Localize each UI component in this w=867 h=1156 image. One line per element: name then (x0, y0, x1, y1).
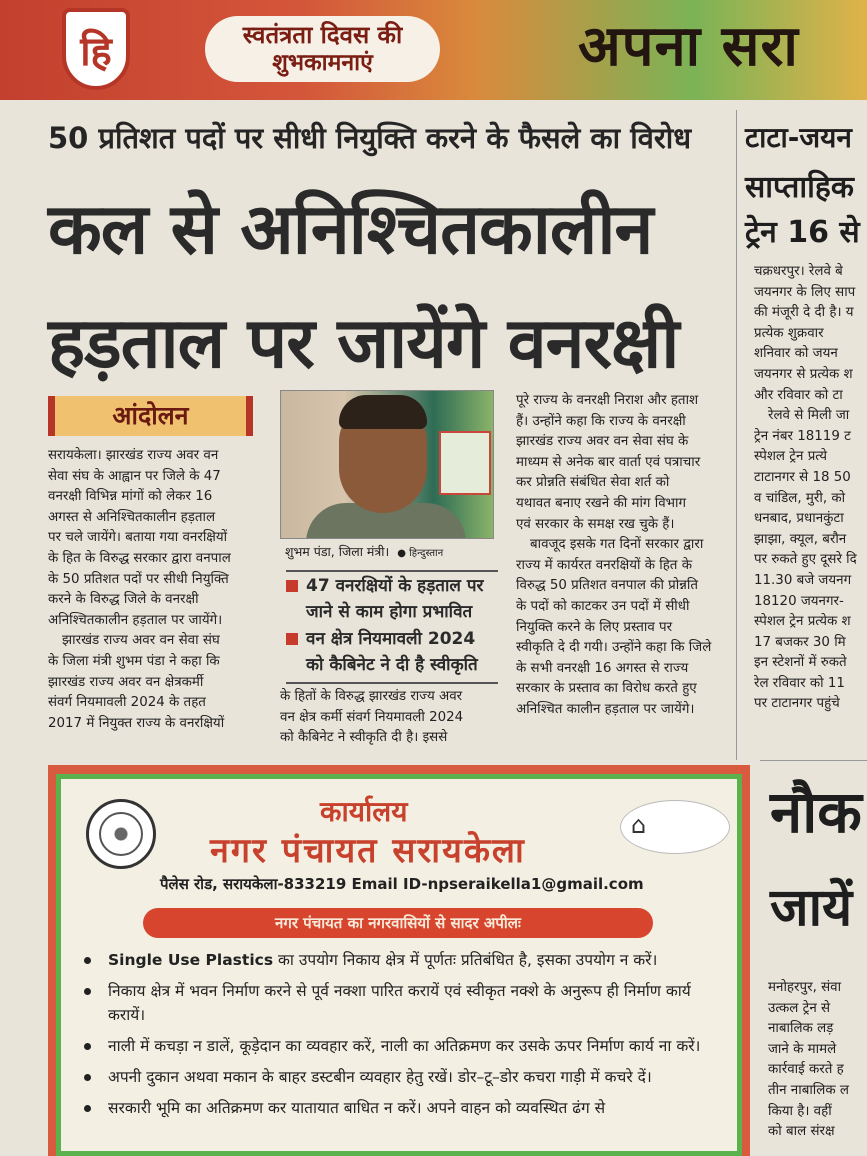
text-line: झारखंड राज्य अवर वन क्षेत्रकर्मी (48, 674, 204, 690)
right-story-kicker: टाटा-जयन (745, 121, 852, 154)
text-line: पूरे राज्य के वनरक्षी निराश और हताश (516, 393, 699, 408)
text-line: की मंजूरी दे दी है। य (754, 305, 854, 321)
second-story-headline-line2: जायें (770, 878, 853, 938)
text-line: जयनगर से प्रत्येक श (754, 366, 853, 382)
text-line: स्पेशल ट्रेन प्रत्येक श (754, 614, 851, 630)
text-line: स्वीकृति दे दी गयी। उन्होंने कहा कि जिले (516, 640, 712, 656)
text-line: पर टाटानगर पहुंचे (754, 696, 840, 712)
appeal-item (80, 1065, 730, 1089)
text-line: किया है। वहीं (768, 1103, 832, 1119)
advert-title: नगर पंचायत सरायकेला (210, 831, 526, 871)
text-line: रेलवे से मिली जा (768, 408, 850, 424)
text-line: हैं। उन्होंने कहा कि राज्य के वनरक्षी (516, 413, 686, 429)
topic-tag: आंदोलन (48, 396, 253, 436)
text-line: करने के विरुद्ध जिले के वनरक्षी (48, 592, 199, 608)
photo-caption (285, 543, 443, 560)
appeal-item-text: का उपयोग निकाय क्षेत्र में पूर्णतः प्रतिबंधित है, इसका उपयोग न करें। (273, 951, 658, 969)
appeal-item-text: अपनी दुकान अथवा मकान के बाहर डस्टबीन व्यवहार हेतु रखें। डोर–टू–डोर कचरा गाड़ी में कचरे दें। (108, 1068, 652, 1086)
text-line: के 50 प्रतिशत पदों पर सीधी नियुक्ति (48, 571, 229, 587)
text-line: बावजूद इसके गत दिनों सरकार द्वारा (530, 537, 704, 553)
story-column-3 (516, 391, 737, 721)
text-line: संवर्ग नियमावली 2024 के तहत (48, 695, 206, 711)
text-line: राज्य में कार्यरत वनरक्षियों के हित के (516, 557, 692, 573)
square-bullet-icon (286, 580, 298, 592)
advert-office-label: कार्यालय (320, 795, 408, 828)
headline-line1: कल से अनिश्चितकालीन (48, 188, 653, 270)
text-line: सेवा संघ के आह्वान पर जिले के 47 (48, 468, 221, 484)
story-kicker: 50 प्रतिशत पदों पर सीधी नियुक्ति करने के फैसले का विरोध (48, 121, 692, 155)
second-story-headline-line1: नौक (770, 778, 862, 846)
text-line: अनिश्चितकालीन हड़ताल पर जायेंगे। (48, 612, 223, 628)
national-emblem-icon (86, 799, 156, 869)
reporter-photo (280, 390, 494, 539)
appeal-item-bold: Single Use Plastics (108, 951, 274, 969)
text-line: 18120 जयनगर- (754, 593, 844, 609)
bullet-icon (84, 988, 91, 995)
text-line: पर चले जायेंगे। बताया गया वनरक्षियों (48, 530, 228, 546)
text-line: अनिश्चित कालीन हड़ताल पर जायेंगे। (516, 701, 695, 717)
independence-day-greeting (205, 16, 440, 82)
advert-appeal-banner: नगर पंचायत का नगरवासियों से सादर अपीलः (143, 908, 653, 938)
headline-line2: हड़ताल पर जायेंगे वनरक्षी (48, 302, 679, 384)
photo-hair (339, 395, 427, 429)
photo-credit: ● हिन्दुस्तान (397, 548, 444, 559)
column-divider (736, 110, 737, 760)
text-line: माध्यम से अनेक बार वार्ता एवं पत्राचार (516, 454, 701, 470)
bullet-icon (84, 1105, 91, 1112)
house-icon: ⌂ (631, 811, 647, 839)
highlights-box (286, 570, 498, 684)
bullet-icon (84, 957, 91, 964)
text-line: के जिला मंत्री शुभम पंडा ने कहा कि (48, 653, 220, 669)
text-line: वनरक्षी विभिन्न मांगों को लेकर 16 (48, 489, 213, 505)
bullet-icon (84, 1043, 91, 1050)
text-line: शनिवार को जयन (754, 346, 838, 362)
text-line: कार्रवाई करते ह (768, 1062, 844, 1078)
text-line: और रविवार को टा (754, 387, 843, 403)
text-line: उत्कल ट्रेन से (768, 1000, 831, 1016)
text-line: तीन नाबालिक ल (768, 1082, 849, 1098)
appeal-item (80, 979, 730, 1027)
text-line: के हित के विरुद्ध सरकार द्वारा वनपाल (48, 550, 231, 566)
appeal-item-text: सरकारी भूमि का अतिक्रमण कर यातायात बाधित न करें। अपने वाहन को व्यवस्थित ढंग से (108, 1099, 606, 1117)
text-line: मनोहरपुर, संवा (768, 980, 842, 995)
text-line: 11.30 बजे जयनग (754, 572, 852, 588)
highlight-line: वन क्षेत्र नियमावली 2024 (286, 627, 475, 651)
text-line: सरायकेला। झारखंड राज्य अवर वन (48, 448, 219, 463)
right-headline-line2: ट्रेन 16 से (745, 215, 860, 250)
text-line: के पदों को काटकर उन पदों में सीधी (516, 598, 690, 614)
text-line: अगस्त से अनिश्चितकालीन हड़ताल (48, 509, 216, 525)
text-line: यथावत बनाए रखने की मांग विभाग (516, 495, 687, 511)
bullet-icon (84, 1074, 91, 1081)
text-line: सरकार के प्रस्ताव का विरोध करते हुए (516, 681, 697, 697)
text-line: झारखंड राज्य अवर वन सेवा संघ के (516, 434, 689, 450)
square-bullet-icon (286, 633, 298, 645)
right-headline-line1: साप्ताहिक (745, 170, 854, 205)
right-story-column (754, 262, 867, 715)
text-line: के हितों के विरुद्ध झारखंड राज्य अवर (280, 689, 463, 704)
text-line: स्पेशल ट्रेन प्रत्ये (754, 449, 827, 465)
highlight-line: 47 वनरक्षियों के हड़ताल पर (286, 574, 483, 598)
text-line: को बाल संरक्ष (768, 1124, 835, 1140)
caption-text: शुभम पंडा, जिला मंत्री। (285, 544, 390, 559)
text-line: इन स्टेशनों में रुकते (754, 655, 847, 671)
greeting-line1: स्वतंत्रता दिवस की (242, 21, 403, 49)
greeting-line2: शुभकामनाएं (272, 50, 373, 76)
photo-background-poster (439, 431, 491, 495)
text-line: नाबालिक लड़ (768, 1021, 834, 1037)
text-line: जाने के मामले (768, 1041, 837, 1057)
text-line: चक्रधरपुर। रेलवे बे (754, 264, 843, 279)
text-line: जयनगर के लिए साप (754, 284, 856, 300)
text-line: 2017 में नियुक्त राज्य के वनरक्षियों (48, 715, 225, 731)
text-line: प्रत्येक शुक्रवार (754, 325, 824, 341)
appeal-item (80, 948, 730, 972)
text-line: वन क्षेत्र कर्मी संवर्ग नियमावली 2024 (280, 709, 464, 725)
story-column-2 (280, 687, 502, 749)
logo-glyph: हि (80, 28, 112, 75)
appeal-item (80, 1096, 730, 1120)
text-line: ट्रेन नंबर 18119 ट (754, 428, 851, 444)
appeal-item-text: निकाय क्षेत्र में भवन निर्माण करने से पूर्व नक्शा पारित करायें एवं स्वीकृत नक्शे के अनुरूप ही निर्माण कार्य करायें। (108, 982, 691, 1024)
text-line: कर प्रोन्नति संबंधित सेवा शर्त को (516, 475, 670, 491)
advert-appeal-list (80, 948, 730, 1127)
text-line: 17 बजकर 30 मि (754, 634, 846, 650)
text-line: रेल रविवार को 11 (754, 675, 845, 691)
text-line: पर रुकते हुए दूसरे दि (754, 552, 857, 568)
appeal-item (80, 1034, 730, 1058)
swachh-logo-icon (620, 800, 730, 854)
highlight-line: को कैबिनेट ने दी है स्वीकृति (306, 655, 478, 675)
text-line: नियुक्ति करने के लिए प्रस्ताव पर (516, 619, 673, 635)
newspaper-logo (62, 8, 130, 90)
highlight-line: जाने से काम होगा प्रभावित (306, 602, 473, 622)
text-line: विरुद्ध 50 प्रतिशत वनपाल की प्रोन्नति (516, 578, 699, 594)
text-line: टाटानगर से 18 50 (754, 469, 851, 485)
text-line: एवं सरकार के समक्ष रख चुके हैं। (516, 516, 675, 532)
emblem-wheel-icon (99, 812, 143, 856)
text-line: झारखंड राज्य अवर वन सेवा संघ (62, 633, 220, 649)
second-story-column (768, 978, 867, 1143)
text-line: व चांडिल, मुरी, को (754, 490, 846, 506)
advert-address: पैलेस रोड, सरायकेला-833219 Email ID-npseraikella1@gmail.com (160, 875, 644, 893)
text-line: झाझा, क्यूल, बरौन (754, 531, 847, 547)
side-divider (760, 760, 867, 761)
text-line: को कैबिनेट ने स्वीकृति दी है। इससे (280, 730, 448, 746)
section-title: अपना सरा (578, 14, 799, 79)
story-column-1 (48, 446, 260, 734)
appeal-item-text: नाली में कचड़ा न डालें, कूड़ेदान का व्यवहार करें, नाली का अतिक्रमण कर उसके ऊपर निर्माण कार्य ना करें। (108, 1037, 701, 1055)
text-line: धनबाद, प्रधानकुंटा (754, 511, 844, 527)
text-line: के सभी वनरक्षी 16 अगस्त से राज्य (516, 660, 689, 676)
